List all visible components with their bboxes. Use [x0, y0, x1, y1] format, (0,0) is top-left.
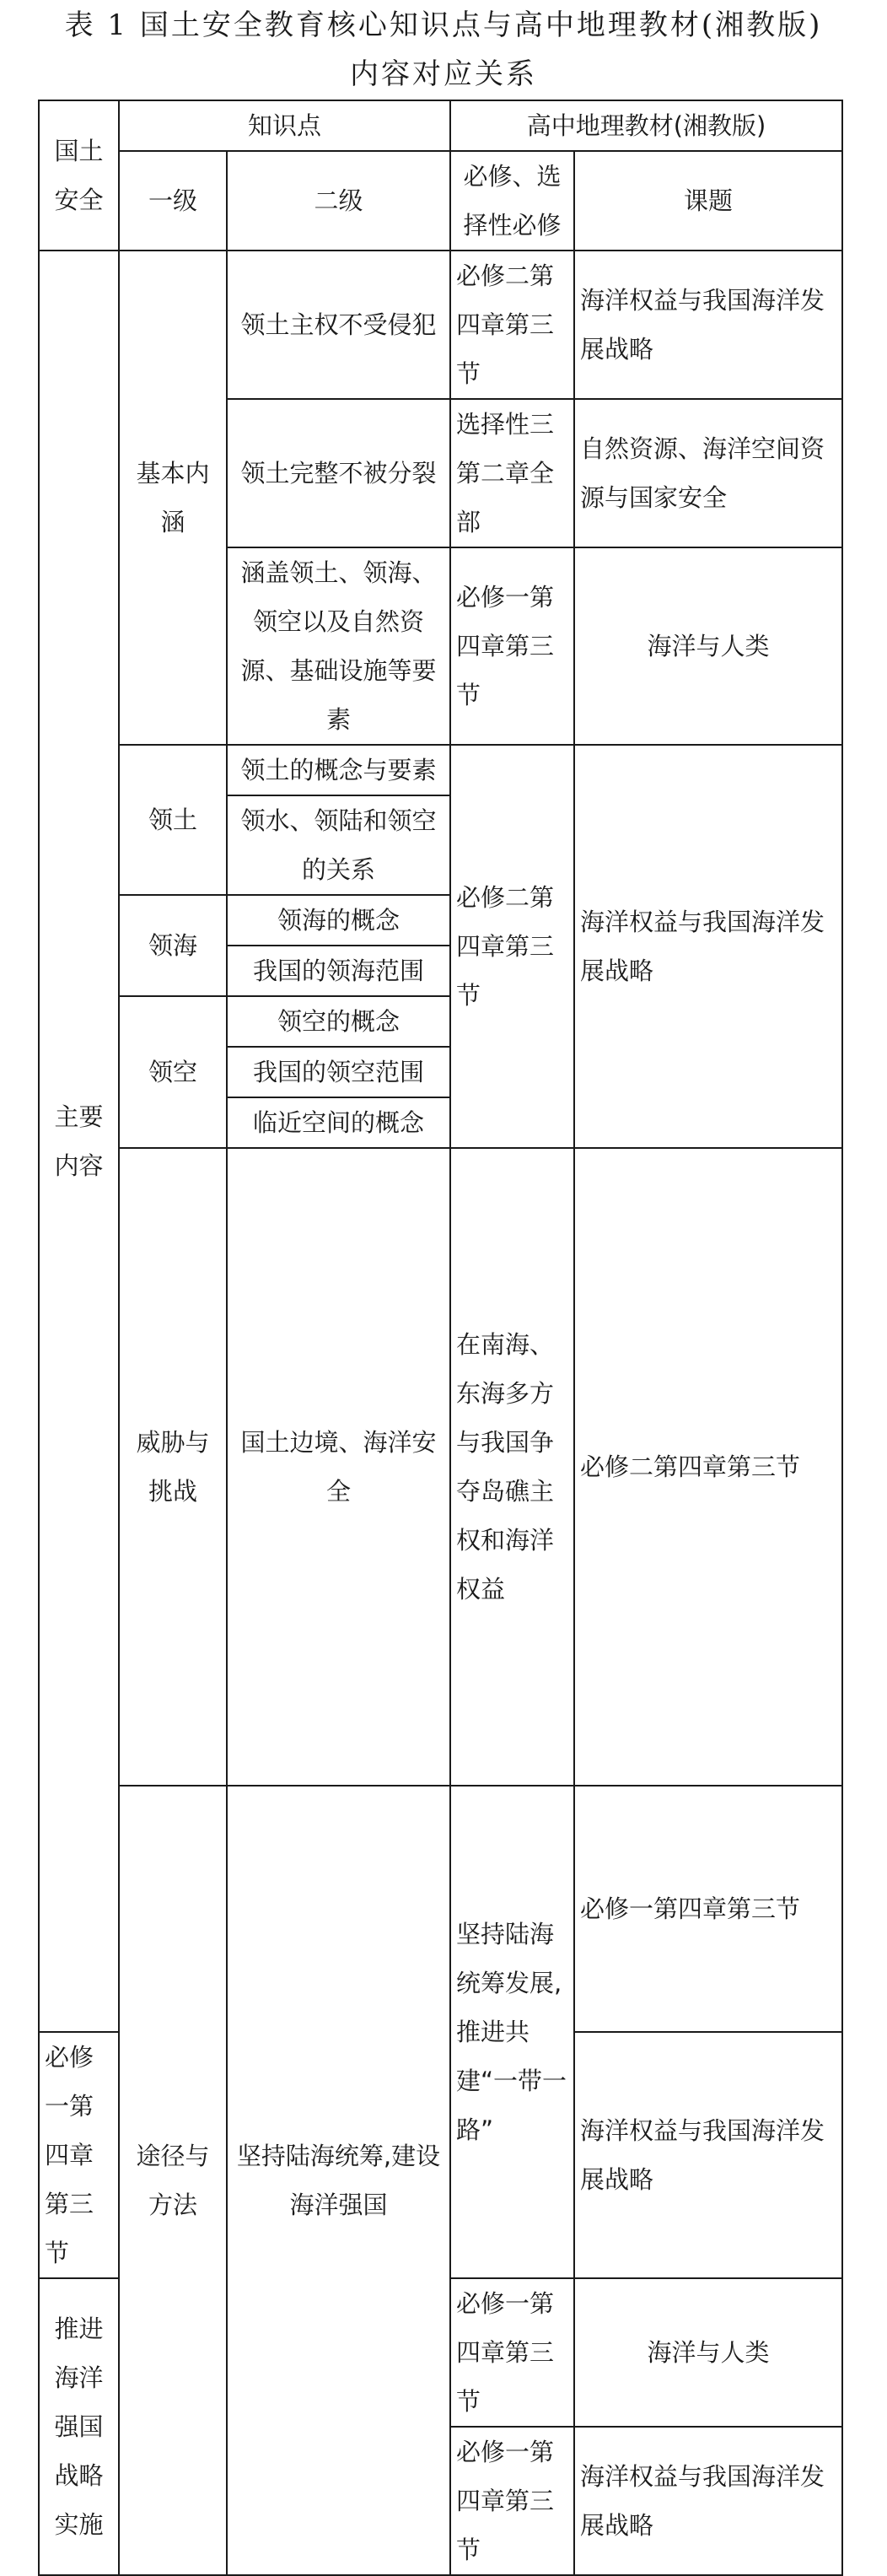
topic-cell: 海洋与人类 [574, 2278, 842, 2427]
textbook-cell: 必修二第四章第三节 [574, 1148, 842, 1786]
level2-maritime-power: 推进海洋强国战略实施 [39, 2278, 119, 2575]
textbook-cell: 选择性三第二章全部 [450, 399, 574, 547]
textbook-cell: 必修一第四章第三节 [450, 547, 574, 745]
header-security: 国土安全 [39, 100, 119, 251]
topic-cell: 海洋权益与我国海洋发展战略 [574, 2427, 842, 2575]
header-knowledge: 知识点 [119, 100, 450, 151]
level2-sea-range: 我国的领海范围 [227, 946, 450, 996]
level1-territory: 领土 [119, 745, 227, 895]
header-topic: 课题 [574, 151, 842, 251]
textbook-cell: 必修二第四章第三节 [450, 745, 574, 1148]
header-level2: 二级 [227, 151, 450, 251]
textbook-cell: 必修一第四章第三节 [450, 2427, 574, 2575]
table-caption-subtitle: 内容对应关系 [350, 57, 537, 91]
textbook-cell: 必修一第四章第三节 [39, 2032, 119, 2278]
level2-south-east-sea: 在南海、东海多方与我国争夺岛礁主权和海洋权益 [450, 1148, 574, 1786]
table-caption-title: 表 1 国土安全教育核心知识点与高中地理教材(湘教版) [64, 8, 823, 42]
level2-integrity: 领土完整不被分裂 [227, 399, 450, 547]
topic-cell: 海洋权益与我国海洋发展战略 [574, 745, 842, 1148]
level2-water-land-air: 领水、领陆和领空的关系 [227, 795, 450, 895]
level2-sovereignty: 领土主权不受侵犯 [227, 251, 450, 399]
level2-territory-concept: 领土的概念与要素 [227, 745, 450, 795]
topic-cell: 海洋权益与我国海洋发展战略 [574, 251, 842, 399]
level2-air-range: 我国的领空范围 [227, 1047, 450, 1097]
header-level1: 一级 [119, 151, 227, 251]
header-required: 必修、选择性必修 [450, 151, 574, 251]
level2-air-concept: 领空的概念 [227, 996, 450, 1047]
topic-cell: 海洋与人类 [574, 547, 842, 745]
section-methods: 途径与方法 [119, 1786, 227, 2575]
textbook-cell: 必修一第四章第三节 [574, 1786, 842, 2032]
topic-cell: 自然资源、海洋空间资源与国家安全 [574, 399, 842, 547]
topic-cell: 海洋权益与我国海洋发展战略 [574, 2032, 842, 2278]
level1-basic: 基本内涵 [119, 251, 227, 745]
level1-territorial-sea: 领海 [119, 895, 227, 996]
header-textbook: 高中地理教材(湘教版) [450, 100, 842, 151]
level2-covers: 涵盖领土、领海、领空以及自然资源、基础设施等要素 [227, 547, 450, 745]
textbook-cell: 必修一第四章第三节 [450, 2278, 574, 2427]
level2-belt-road: 坚持陆海统筹发展,推进共建“一带一路” [450, 1786, 574, 2278]
level1-land-sea: 坚持陆海统筹,建设海洋强国 [227, 1786, 450, 2575]
level1-airspace: 领空 [119, 996, 227, 1148]
level2-near-space: 临近空间的概念 [227, 1097, 450, 1148]
level2-sea-concept: 领海的概念 [227, 895, 450, 946]
section-threats: 威胁与挑战 [119, 1148, 227, 1786]
level1-border-ocean: 国土边境、海洋安全 [227, 1148, 450, 1786]
section-main-content: 主要内容 [39, 251, 119, 2032]
correspondence-table [38, 100, 843, 2576]
textbook-cell: 必修二第四章第三节 [450, 251, 574, 399]
